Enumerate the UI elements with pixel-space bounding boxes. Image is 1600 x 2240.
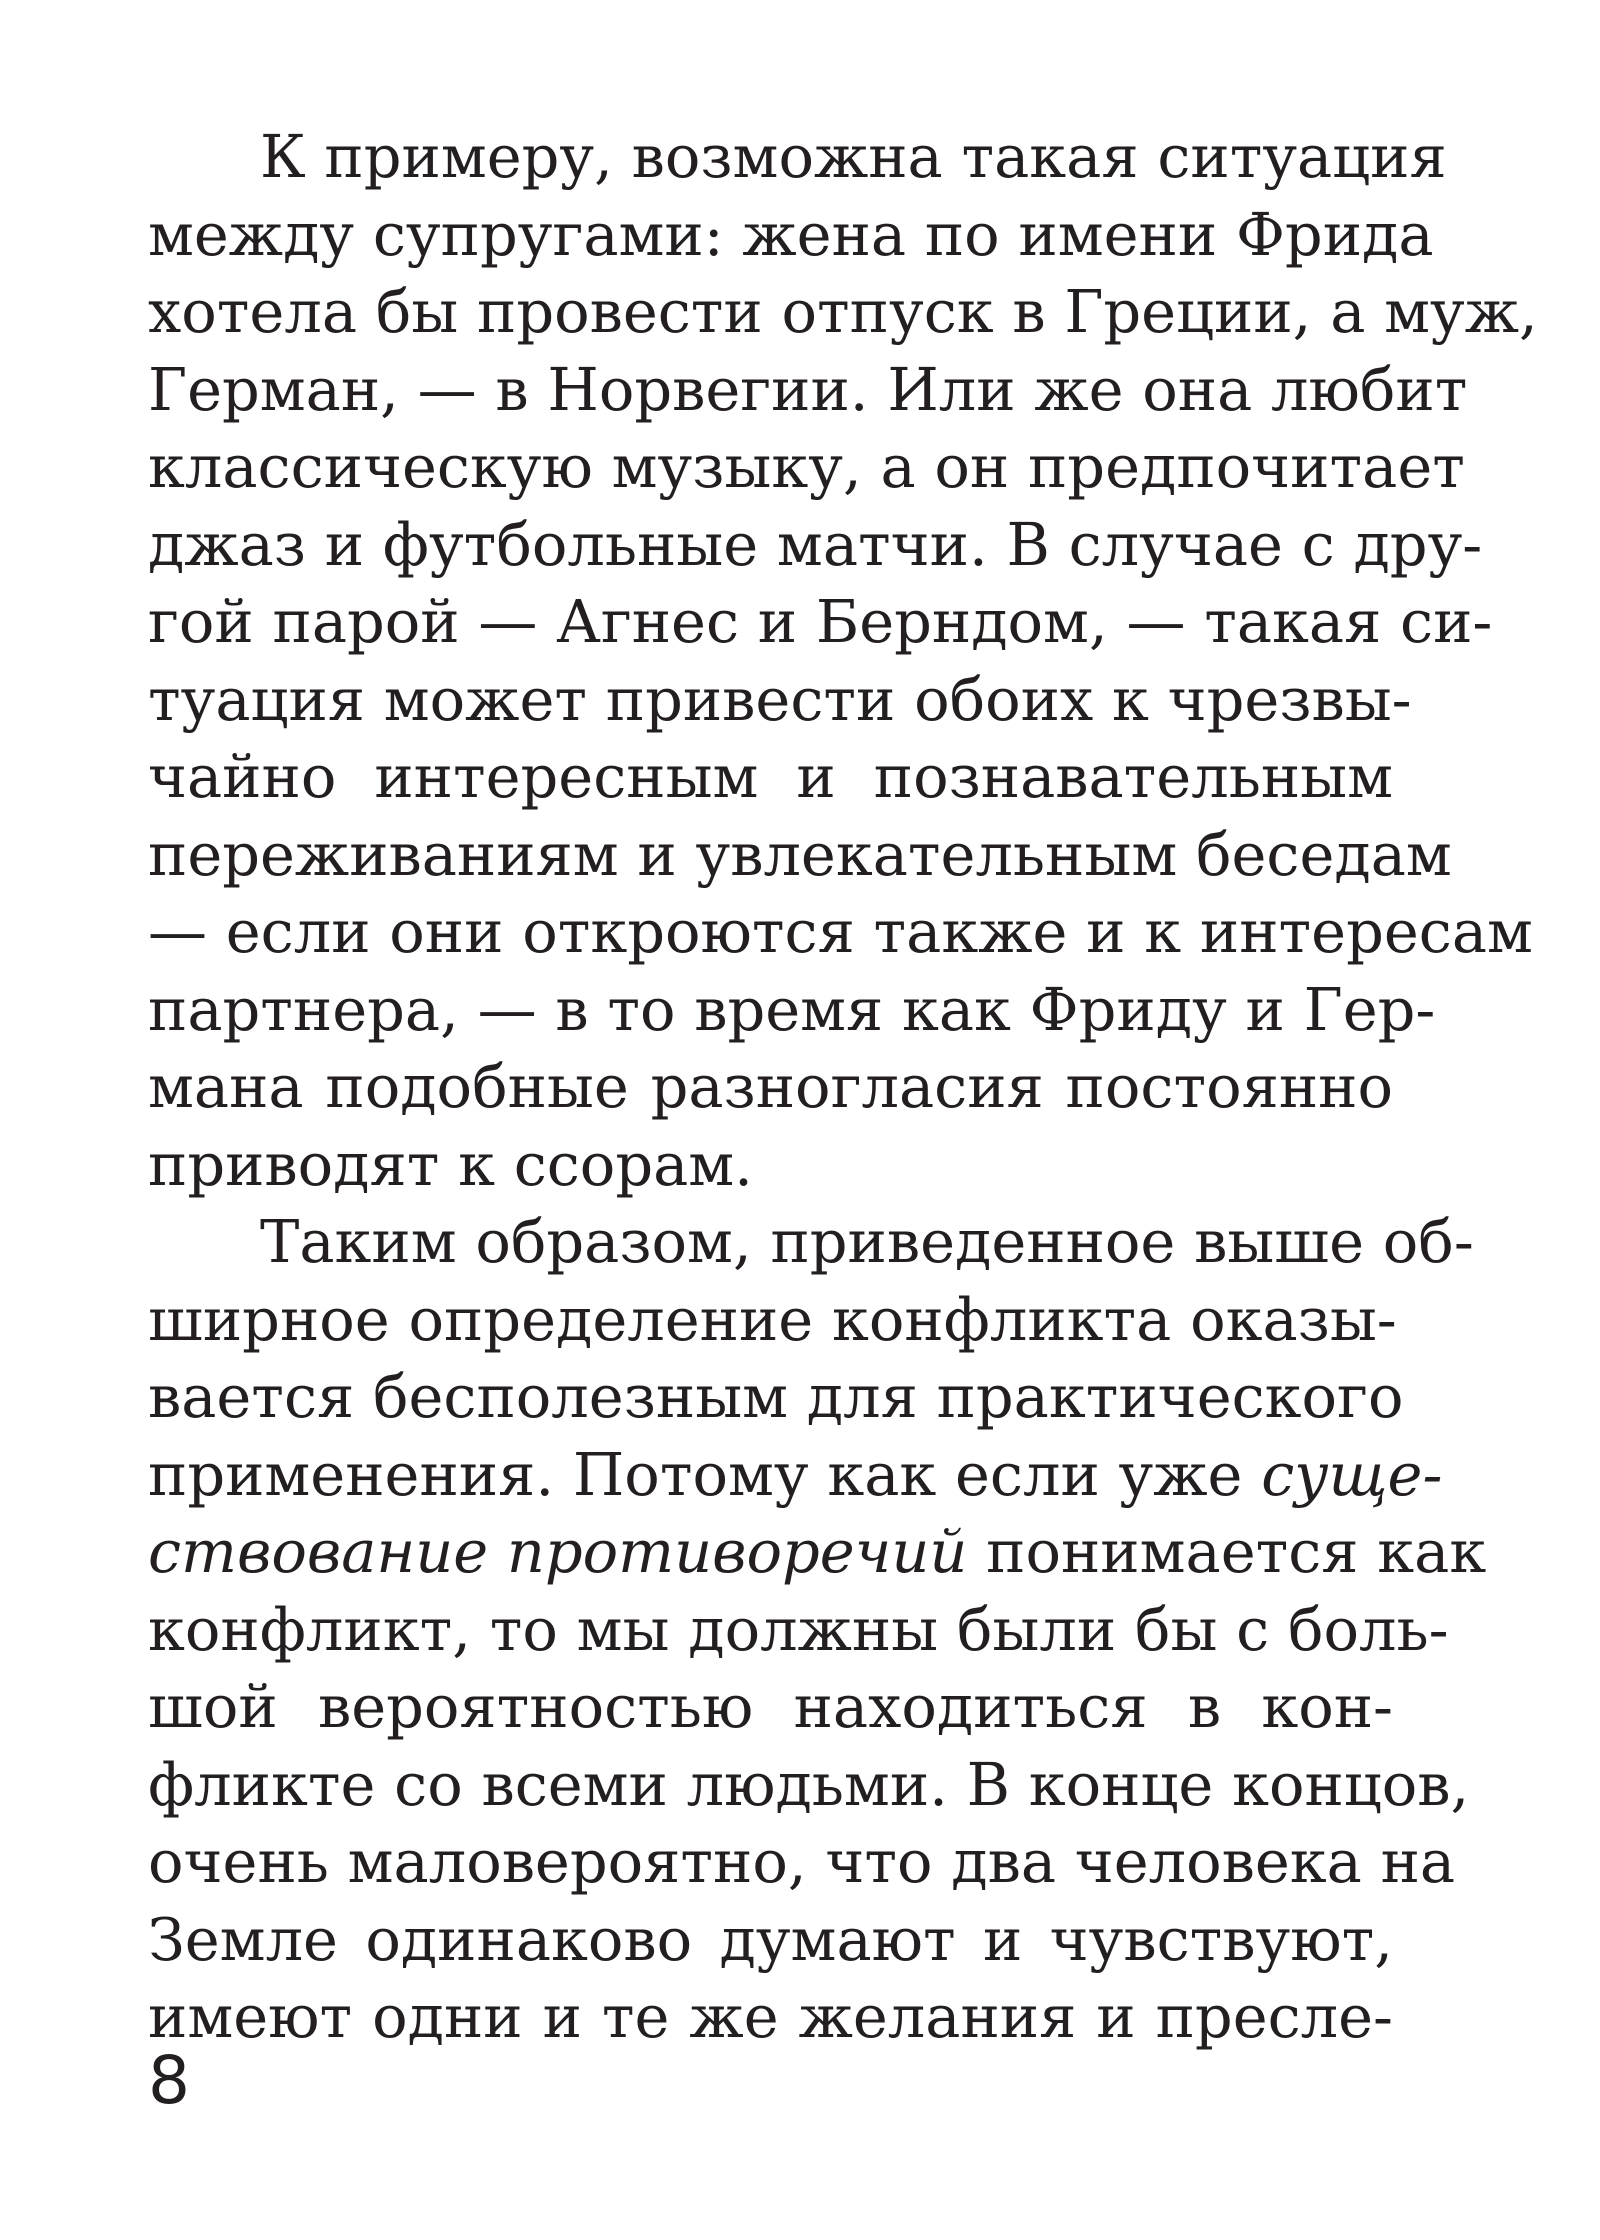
text-line-with-italic — [148, 1436, 1443, 1514]
text-line: гой парой — Агнес и Берндом, — такая си- — [148, 587, 1493, 656]
text-line: конфликт, то мы должны были бы с боль- — [148, 1594, 1449, 1664]
text-fragment: понимается как — [967, 1517, 1487, 1586]
text-line: Таким образом, приведенное выше об- — [260, 1207, 1474, 1276]
text-line: имеют одни и те же желания и пресле- — [148, 1982, 1393, 2051]
text-line: К примеру, возможна такая ситуация — [260, 122, 1447, 191]
text-line: приводят к ссорам. — [148, 1129, 753, 1199]
text-line: шой вероятностью находиться в кон- — [148, 1672, 1393, 1741]
italic-fragment: суще- — [1261, 1439, 1443, 1509]
page-number: 8 — [148, 2042, 190, 2119]
text-line: вается бесполезным для практического — [148, 1362, 1404, 1431]
text-line: переживаниям и увлекательным беседам — [148, 819, 1452, 889]
text-line: между супругами: жена по имени Фрида — [148, 199, 1434, 269]
paragraph-2 — [148, 1203, 1487, 2056]
text-line: чайно интересным и познавательным — [148, 742, 1393, 811]
text-line: ширное определение конфликта оказы- — [148, 1284, 1397, 1354]
text-line: Герман, — в Норвегии. Или же она любит — [148, 354, 1468, 424]
text-line: туация может привести обоих к чрезвы- — [148, 664, 1412, 734]
text-line-with-italic — [148, 1513, 1487, 1591]
text-line: партнера, — в то время как Фриду и Гер- — [148, 974, 1436, 1044]
text-line: очень маловероятно, что два человека на — [148, 1827, 1456, 1896]
text-line: классическую музыку, а он предпочитает — [148, 432, 1465, 501]
text-line: фликте со всеми людьми. В конце концов, — [148, 1749, 1470, 1819]
italic-fragment: ствование противоречий — [148, 1517, 968, 1586]
paragraph-1 — [148, 118, 1538, 1203]
text-line: джаз и футбольные матчи. В случае с дру- — [148, 509, 1483, 579]
body-text — [148, 118, 1538, 2056]
text-line: мана подобные разногласия постоянно — [148, 1052, 1393, 1121]
text-fragment: применения. Потому как если уже — [148, 1439, 1262, 1509]
text-line: Земле одинаково думают и чувствуют, — [148, 1904, 1393, 1974]
text-line: хотела бы провести отпуск в Греции, а муж, — [148, 277, 1538, 346]
text-line: — если они откроются также и к интересам — [148, 897, 1533, 966]
